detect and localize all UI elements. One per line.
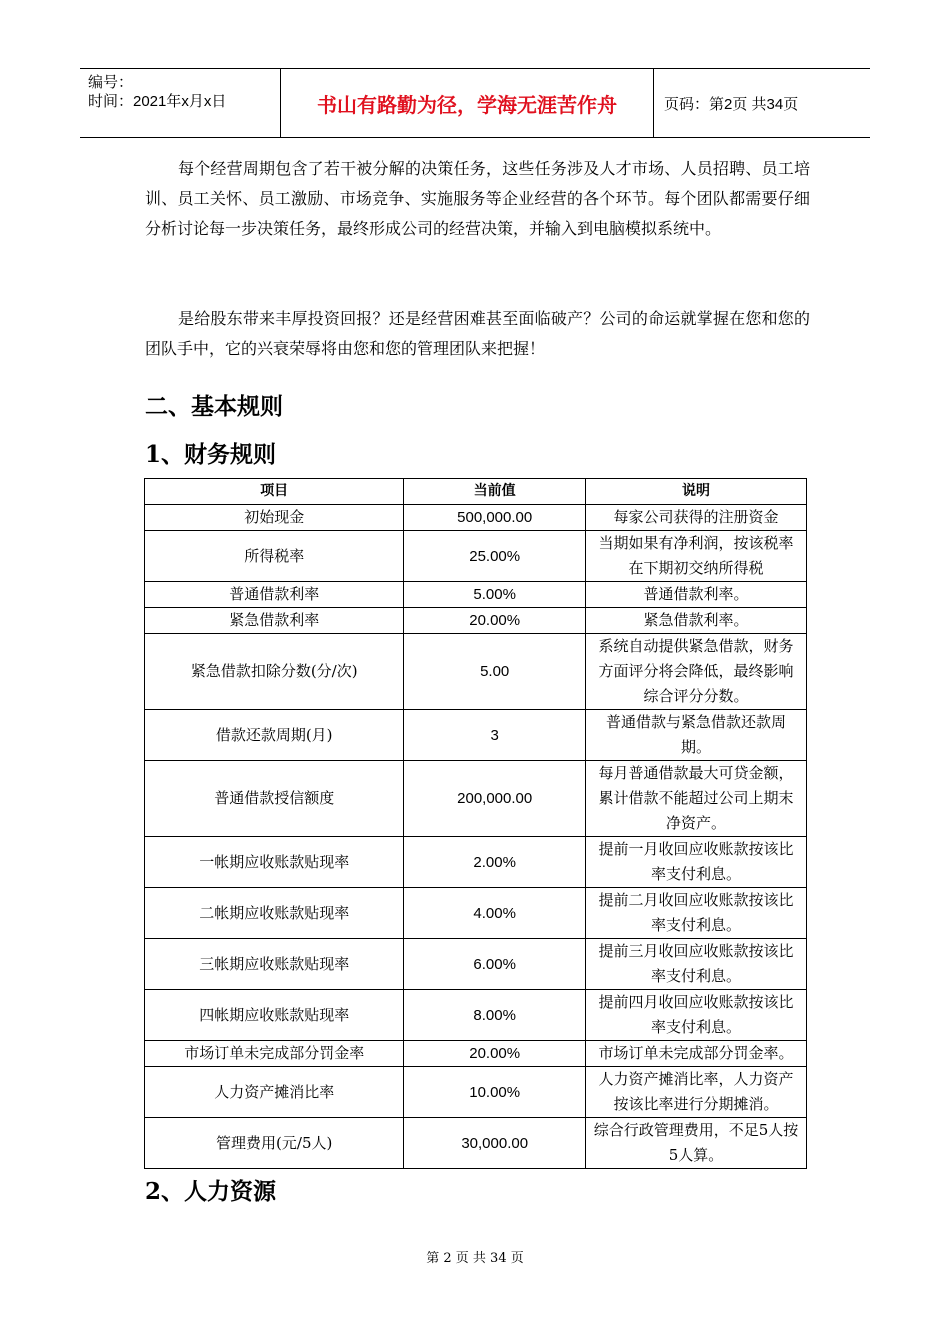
row-item: 初始现金: [145, 505, 404, 531]
row-desc: 提前一月收回应收账款按该比率支付利息。: [585, 837, 806, 888]
heading-hr: 2、人力资源: [145, 1178, 277, 1205]
intro-paragraph-1: 每个经营周期包含了若干被分解的决策任务，这些任务涉及人才市场、人员招聘、员工培训、员工关怀、员工激励、市场竞争、实施服务等企业经营的各个环节。每个团队都需要仔细分析讨论每一步决策任务，最终形成公司的经营决策，并输入到电脑模拟系统中。: [145, 159, 810, 238]
table-row: [145, 837, 807, 888]
row-value: 20.00%: [404, 608, 586, 634]
row-desc: 提前二月收回应收账款按该比率支付利息。: [585, 888, 806, 939]
row-item: 人力资产摊消比率: [145, 1067, 404, 1118]
table-header-row: [145, 479, 807, 505]
table-row: [145, 710, 807, 761]
table-row: [145, 531, 807, 582]
col-header-item: 项目: [145, 479, 404, 505]
col-header-desc: 说明: [585, 479, 806, 505]
row-value: 2.00%: [404, 837, 586, 888]
row-item: 四帐期应收账款贴现率: [145, 990, 404, 1041]
table-row: [145, 582, 807, 608]
heading-finance-rules: 1、财务规则: [145, 441, 277, 468]
row-item: 借款还款周期(月): [145, 710, 404, 761]
row-item: 所得税率: [145, 531, 404, 582]
row-desc: 提前三月收回应收账款按该比率支付利息。: [585, 939, 806, 990]
row-item: 紧急借款扣除分数(分/次): [145, 634, 404, 710]
header-meta: [80, 69, 281, 137]
page-footer: 第 2 页 共 34 页: [426, 1251, 524, 1266]
row-item: 市场订单未完成部分罚金率: [145, 1041, 404, 1067]
row-value: 20.00%: [404, 1041, 586, 1067]
row-desc: 系统自动提供紧急借款，财务方面评分将会降低，最终影响综合评分分数。: [585, 634, 806, 710]
row-value: 5.00%: [404, 582, 586, 608]
heading-basic-rules: 二、基本规则: [145, 393, 283, 420]
table-row: [145, 1067, 807, 1118]
row-value: 500,000.00: [404, 505, 586, 531]
page-header: [80, 68, 870, 138]
row-desc: 市场订单未完成部分罚金率。: [585, 1041, 806, 1067]
table-row: [145, 505, 807, 531]
row-value: 25.00%: [404, 531, 586, 582]
table-row: [145, 939, 807, 990]
row-value: 5.00: [404, 634, 586, 710]
table-row: [145, 888, 807, 939]
row-value: 8.00%: [404, 990, 586, 1041]
finance-rules-table: [144, 478, 807, 1169]
row-desc: 每家公司获得的注册资金: [585, 505, 806, 531]
row-item: 普通借款利率: [145, 582, 404, 608]
row-item: 二帐期应收账款贴现率: [145, 888, 404, 939]
row-item: 三帐期应收账款贴现率: [145, 939, 404, 990]
row-item: 普通借款授信额度: [145, 761, 404, 837]
row-desc: 人力资产摊消比率，人力资产按该比率进行分期摊消。: [585, 1067, 806, 1118]
header-time: 时间：2021年x月x日: [88, 93, 227, 110]
row-value: 200,000.00: [404, 761, 586, 837]
row-value: 10.00%: [404, 1067, 586, 1118]
row-desc: 综合行政管理费用，不足5人按5人算。: [585, 1118, 806, 1169]
row-desc: 紧急借款利率。: [585, 608, 806, 634]
row-desc: 普通借款利率。: [585, 582, 806, 608]
row-value: 6.00%: [404, 939, 586, 990]
header-motto: 书山有路勤为径，学海无涯苦作舟: [281, 69, 654, 137]
row-value: 3: [404, 710, 586, 761]
table-row: [145, 990, 807, 1041]
row-item: 一帐期应收账款贴现率: [145, 837, 404, 888]
row-desc: 普通借款与紧急借款还款周期。: [585, 710, 806, 761]
row-item: 管理费用(元/5人): [145, 1118, 404, 1169]
row-desc: 每月普通借款最大可贷金额，累计借款不能超过公司上期末净资产。: [585, 761, 806, 837]
table-row: [145, 1118, 807, 1169]
intro-paragraph-2: 是给股东带来丰厚投资回报？还是经营困难甚至面临破产？公司的命运就掌握在您和您的团队手中，它的兴衰荣辱将由您和您的管理团队来把握！: [145, 309, 810, 358]
row-value: 30,000.00: [404, 1118, 586, 1169]
row-item: 紧急借款利率: [145, 608, 404, 634]
table-row: [145, 1041, 807, 1067]
col-header-value: 当前值: [404, 479, 586, 505]
table-row: [145, 634, 807, 710]
header-number: 编号：: [88, 74, 134, 91]
table-row: [145, 608, 807, 634]
table-row: [145, 761, 807, 837]
header-page: 页码：第2页 共34页: [664, 95, 799, 113]
row-desc: 提前四月收回应收账款按该比率支付利息。: [585, 990, 806, 1041]
row-value: 4.00%: [404, 888, 586, 939]
row-desc: 当期如果有净利润，按该税率在下期初交纳所得税: [585, 531, 806, 582]
